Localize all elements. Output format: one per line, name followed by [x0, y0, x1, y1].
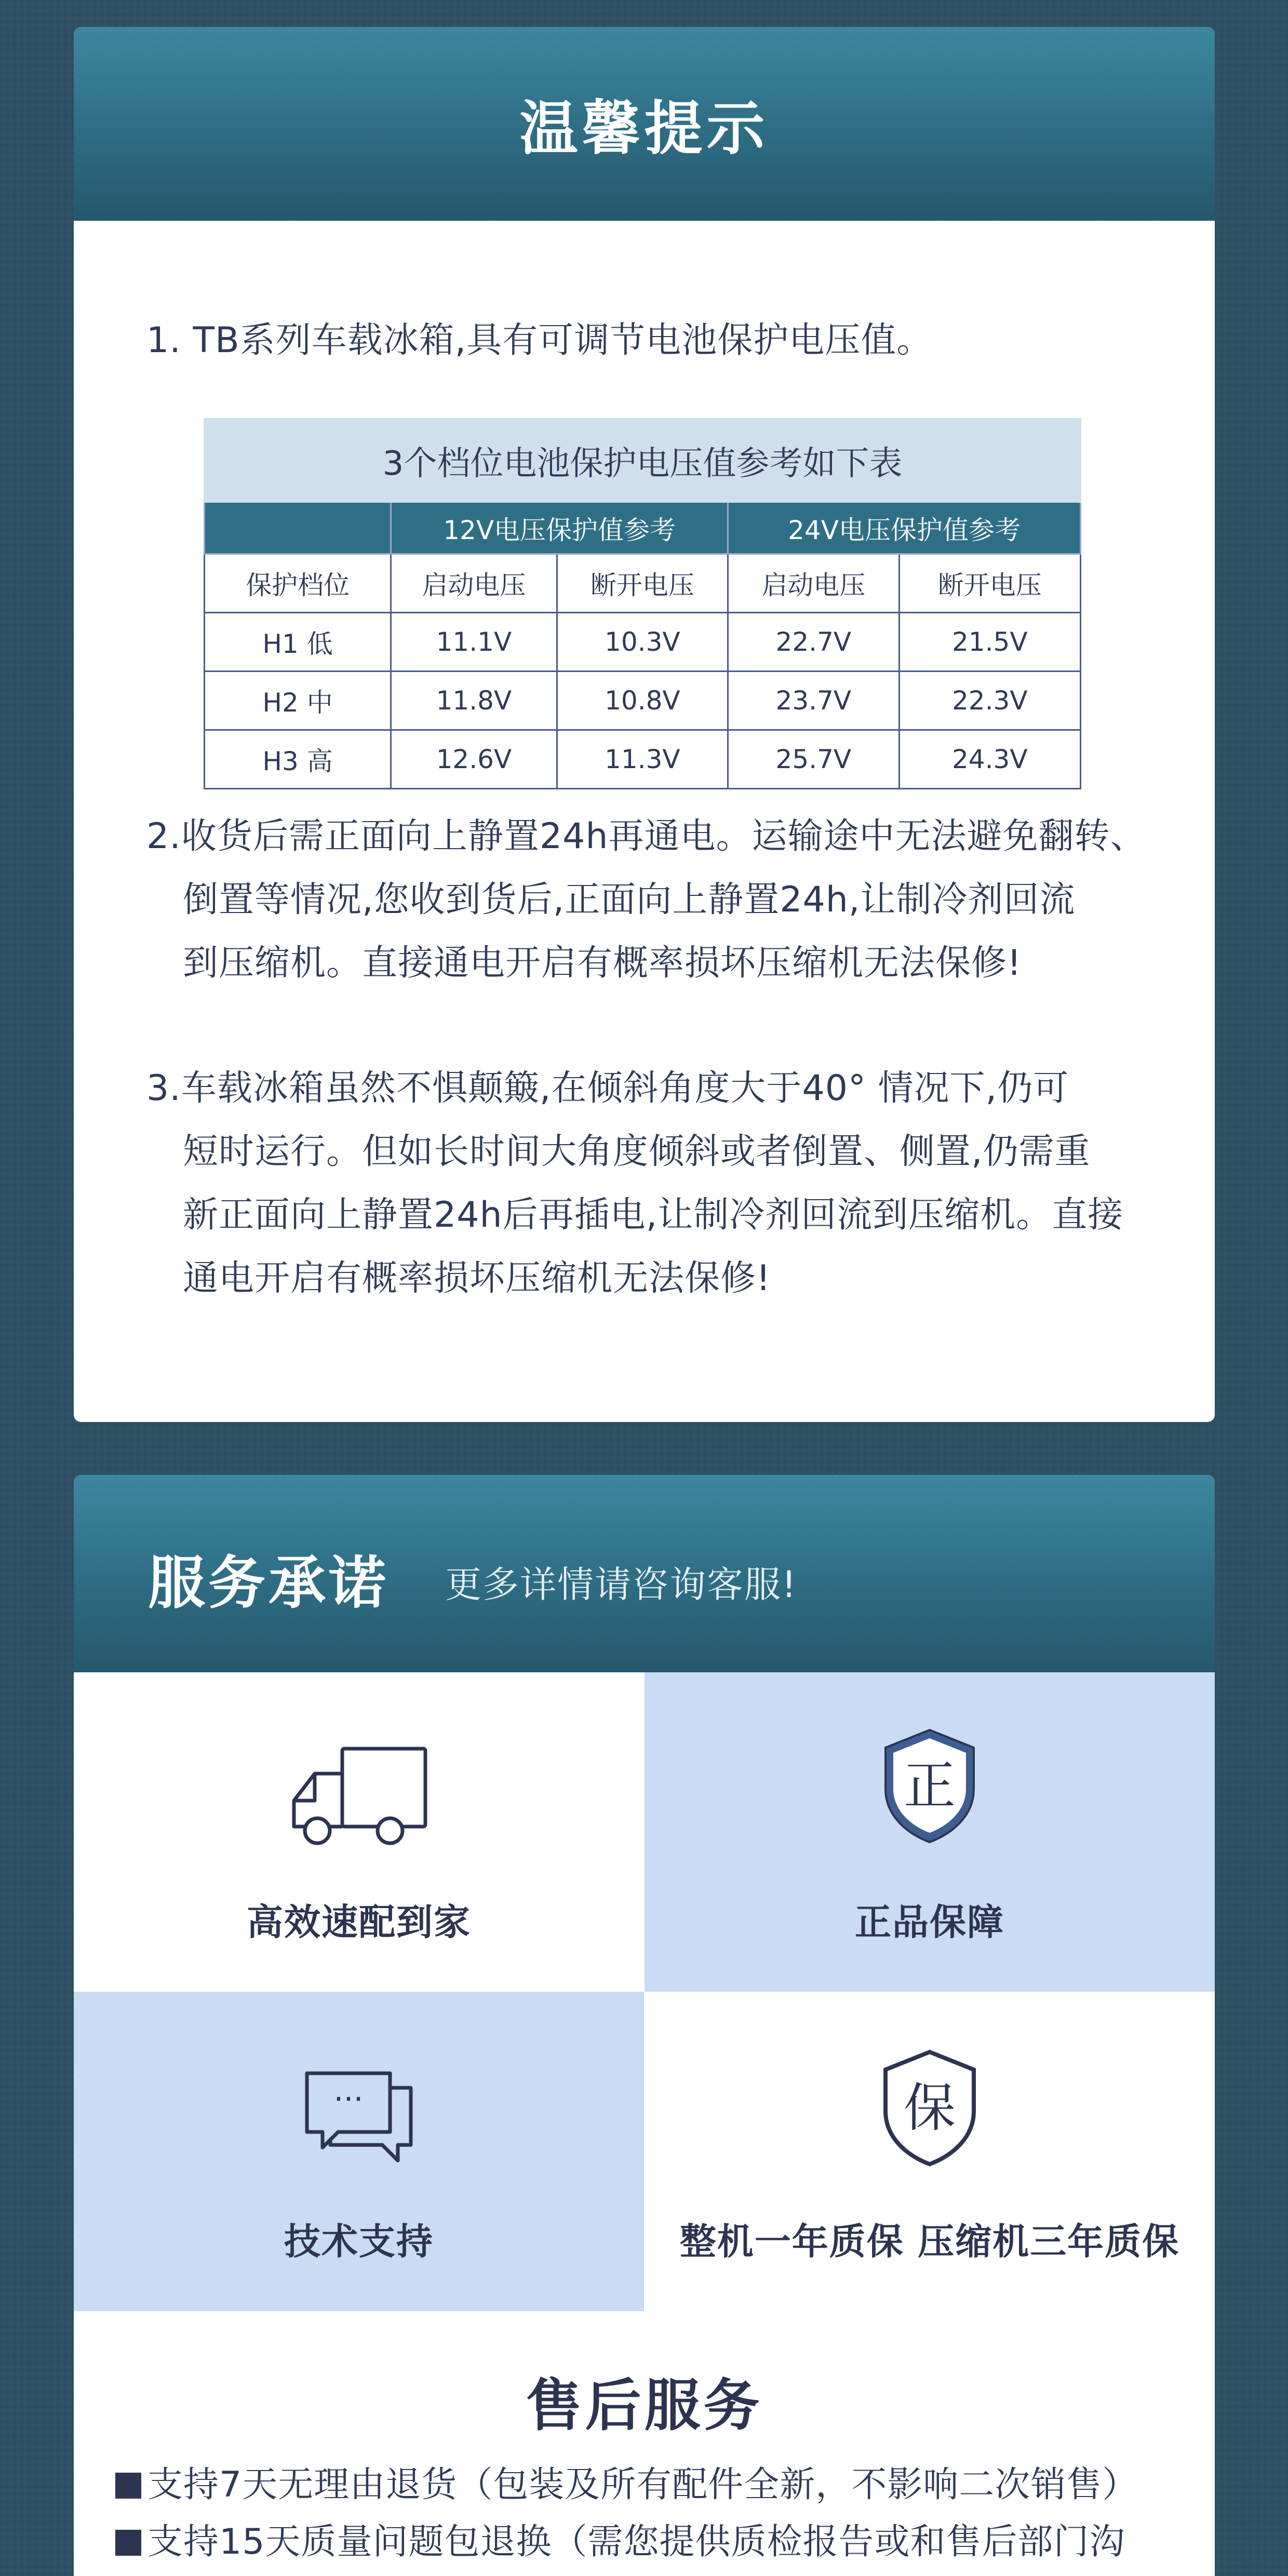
note-3-line: 短时运行。但如长时间大角度倾斜或者倒置、侧置,仍需重 [183, 1131, 1091, 1172]
table-row [205, 613, 1081, 672]
shield-bao-icon [880, 2049, 979, 2168]
table-cell: 23.7V [728, 672, 899, 730]
table-caption: 3个档位电池保护电压值参考如下表 [205, 419, 1081, 502]
table-cell: 12.6V [391, 730, 557, 789]
notice-card [74, 27, 1215, 1422]
note-3-line: 新正面向上静置24h后再插电,让制冷剂回流到压缩机。直接 [183, 1195, 1124, 1236]
table-cell: 25.7V [728, 730, 899, 789]
service-item-label: 技术支持 [284, 2220, 434, 2263]
service-header [74, 1475, 1215, 1672]
table-cell: 11.1V [391, 613, 557, 672]
table-cell: H3 高 [205, 730, 391, 789]
table-row [205, 730, 1081, 789]
table-cell: 11.8V [391, 672, 557, 730]
shield-bao-char: 保 [904, 2077, 956, 2138]
service-title: 服务承诺 [148, 1550, 389, 1616]
table-header-cell: 断开电压 [899, 554, 1080, 613]
service-item-delivery [74, 1672, 644, 1992]
shield-zheng-char: 正 [904, 1755, 956, 1816]
table-cell: 11.3V [557, 730, 728, 789]
table-header-cell: 启动电压 [728, 554, 899, 613]
service-item-genuine [645, 1672, 1215, 1992]
note-2-line: 倒置等情况,您收到货后,正面向上静置24h,让制冷剂回流 [183, 879, 1076, 920]
table-cell: 10.8V [557, 672, 728, 730]
shield-zheng-icon [880, 1727, 979, 1846]
notice-header [74, 27, 1215, 221]
note-3-line: 3.车载冰箱虽然不惧颠簸,在倾斜角度大于40° 情况下,仍可 [146, 1068, 1069, 1109]
service-card [74, 1475, 1215, 2576]
bullet-square-icon [115, 2473, 141, 2499]
after-sales-item-text: 支持7天无理由退货（包装及所有配件全新，不影响二次销售） [147, 2464, 1138, 2505]
after-sales-title: 售后服务 [526, 2373, 763, 2438]
service-grid [74, 1672, 1215, 2311]
table-cell: 10.3V [557, 613, 728, 672]
note-2-line: 2.收货后需正面向上静置24h再通电。运输途中无法避免翻转、 [146, 816, 1146, 857]
table-header-cell: 启动电压 [391, 554, 557, 613]
after-sales-section [74, 2311, 1215, 2576]
service-subtitle: 更多详情请咨询客服! [445, 1563, 798, 1606]
after-sales-list [115, 2457, 1173, 2571]
service-item-label: 整机一年质保 压缩机三年质保 [679, 2220, 1180, 2263]
note-3 [146, 1057, 1152, 1310]
note-1-text: 1. TB系列车载冰箱,具有可调节电池保护电压值。 [146, 320, 933, 361]
after-sales-item-text: 支持15天质量问题包退换（需您提供质检报告或和售后部门沟 [147, 2521, 1125, 2562]
table-group-24v: 24V电压保护值参考 [728, 502, 1081, 554]
chat-bubbles-icon [299, 2067, 419, 2171]
bullet-square-icon [115, 2530, 141, 2556]
service-item-label: 高效速配到家 [247, 1901, 471, 1943]
note-2-line: 到压缩机。直接通电开启有概率损坏压缩机无法保修! [183, 943, 1022, 984]
table-cell: 22.7V [728, 613, 899, 672]
list-item [115, 2457, 1173, 2514]
service-item-label: 正品保障 [855, 1901, 1004, 1943]
list-item [115, 2514, 1173, 2571]
service-item-warranty [645, 1992, 1215, 2311]
truck-icon [286, 1742, 432, 1846]
note-3-line: 通电开启有概率损坏压缩机无法保修! [183, 1258, 771, 1299]
table-cell: H1 低 [205, 613, 391, 672]
table-caption-row [205, 419, 1081, 502]
table-cell: H2 中 [205, 672, 391, 730]
table-group-12v: 12V电压保护值参考 [391, 502, 728, 554]
note-2 [146, 805, 1152, 995]
chat-dots: ··· [333, 2081, 364, 2117]
service-item-support [74, 1992, 644, 2311]
table-cell: 22.3V [899, 672, 1080, 730]
table-sub-header-row [205, 554, 1081, 613]
table-cell: 24.3V [899, 730, 1080, 789]
table-header-cell: 保护档位 [205, 554, 391, 613]
table-cell: 21.5V [899, 613, 1080, 672]
note-1 [146, 309, 1152, 372]
table-row [205, 672, 1081, 730]
table-group-empty [205, 502, 391, 554]
table-header-cell: 断开电压 [557, 554, 728, 613]
notice-title: 温馨提示 [519, 95, 769, 163]
table-group-header-row [205, 502, 1081, 554]
voltage-table [204, 418, 1081, 789]
